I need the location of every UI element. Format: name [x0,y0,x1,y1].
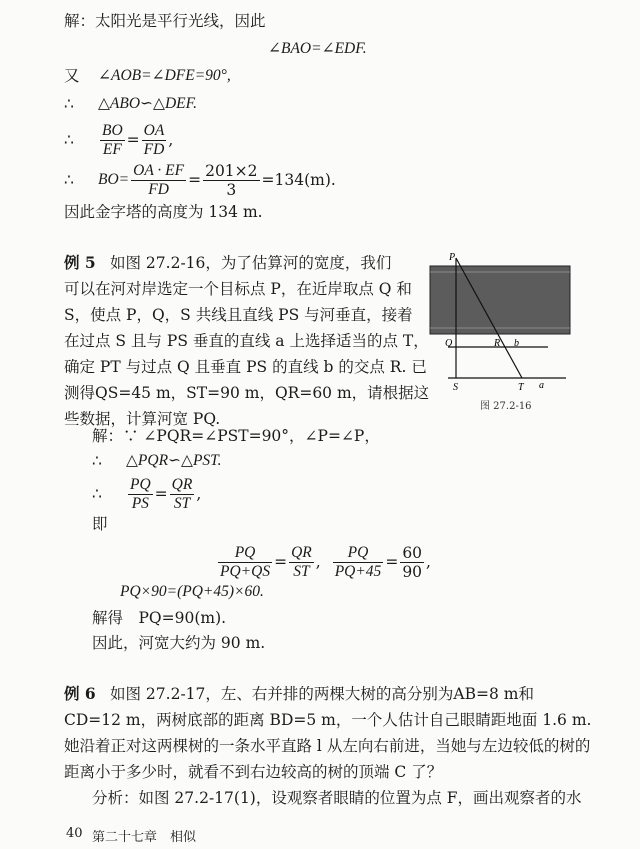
example5-text-5: 确定 PT 与过点 Q 且垂直 PS 的直线 b 的交点 R. 已 [64,358,427,376]
example5-text-4: 在过点 S 且与 PS 垂直的直线 a 上选择适当的点 T， [64,332,429,350]
numerator: OA · EF [133,161,185,179]
river-figure [418,252,578,392]
equals-sign: = [154,485,168,503]
fraction-pq-pq-45 [333,544,384,581]
comma: , [168,131,174,149]
denominator: FD [143,140,165,158]
fraction-numeric [203,162,259,199]
denominator: EF [102,140,122,158]
example5-text-7: 些数据，计算河宽 PQ. [64,410,221,428]
pyramid-conclusion: 因此金字塔的高度为 134 m. [64,203,263,221]
example6-text-3: 她沿着正对这两棵树的一条水平直路 l 从左向右前进，当她与左边较低的树的 [64,737,591,755]
comma: , [426,553,431,571]
denominator: 3 [226,180,237,199]
equation-pair [216,540,431,584]
example6-text-2: CD=12 m，两树底部的距离 BD=5 m，一个人估计自己眼睛距地面 1.6 m. [64,711,592,729]
equals-sign: = [126,131,140,149]
ratio-line [64,118,173,162]
example6-text-1: 如图 27.2-17，左、右并排的两棵大树的高分别为AB=8 m和 [110,685,534,703]
example5-text-6: 测得QS=45 m，ST=90 m，QR=60 m，请根据这 [64,384,430,402]
solve-result: 解得 PQ=90(m). [92,609,227,627]
example5-solution-given: 解：∵ ∠PQR=∠PST=90°，∠P=∠P， [92,427,380,445]
comma: , [315,553,321,571]
fraction-60-90 [400,544,424,581]
numerator: BO [102,121,123,139]
numerator: OA [143,121,165,139]
fraction-qr-st [289,544,314,581]
numerator: 60 [402,543,423,562]
equals-sign: = [188,171,202,189]
therefore-symbol: ∴ [64,131,74,149]
fraction-oa-ef-fd [131,162,186,199]
that-is-label: 即 [92,515,108,533]
denominator: 90 [402,562,423,581]
ratio-pq-ps [92,472,201,516]
label-q: Q [445,338,453,349]
equals-sign: = [274,553,288,571]
example5-label: 例 5 [64,253,96,272]
denominator: ST [293,562,310,580]
numerator: QR [291,543,312,561]
example5-text-1: 如图 27.2-16，为了估算河的宽度，我们 [110,254,392,272]
denominator: FD [148,180,169,198]
therefore-symbol: ∴ [64,171,74,189]
fraction-pq-ps [128,476,153,513]
equals-sign: = [385,553,399,571]
numerator: PQ [333,544,384,563]
example6-analysis: 分析：如图 27.2-17(1)，设观察者眼睛的位置为点 F，画出观察者的水 [92,789,582,807]
figure-caption: 图 27.2-16 [480,401,532,412]
similar-triangles-pqr-pst: △PQR∽△PST. [126,452,222,469]
fraction-bo-ef [100,122,125,159]
example5-text-3: S，使点 P，Q，S 共线且直线 PS 与河垂直，接着 [64,306,413,324]
denominator: PQ+QS [220,562,271,580]
page-number: 40 [66,826,83,841]
label-p: P [449,252,456,263]
therefore-symbol: ∴ [92,452,102,470]
therefore-symbol: ∴ [92,485,102,503]
right-angle-equality: ∠AOB=∠DFE=90°, [98,67,231,84]
label-s: S [453,382,458,392]
denominator: PS [131,494,149,512]
river-width-conclusion: 因此，河宽大约为 90 m. [92,634,266,652]
chapter-title: 第二十七章 相似 [92,830,197,845]
river-area [430,266,570,334]
denominator: ST [173,494,191,512]
label-r: R [494,338,501,349]
bo-calculation [64,158,336,202]
line-you-prefix: 又 [64,67,80,85]
example6-text-4: 距离小于多少时，就看不到右边较高的树的顶端 C 了？ [64,763,443,781]
label-b: b [514,338,519,349]
therefore-symbol: ∴ [64,95,74,113]
example5-text-2: 可以在河对岸选定一个目标点 P，在近岸取点 Q 和 [64,280,412,298]
angle-equality: ∠BAO=∠EDF. [268,40,367,57]
equation-expand: PQ×90=(PQ+45)×60. [120,583,264,600]
example6-label: 例 6 [64,684,96,703]
denominator: PQ+45 [334,562,382,580]
fraction-pq-pq-qs [218,544,272,581]
label-t: T [518,382,524,392]
fraction-qr-st [170,476,195,513]
numerator: PQ [130,475,151,493]
numerator: 201×2 [205,161,258,180]
numerator: QR [171,475,193,493]
bo-lhs: BO= [98,171,130,188]
label-a: a [539,380,544,391]
numerator: PQ [218,544,272,563]
fraction-oa-fd [142,122,167,159]
similar-triangles: △ABO∽△DEF. [98,95,197,112]
bo-result: =134(m). [261,171,336,189]
comma: , [196,485,202,503]
solution-intro: 解：太阳光是平行光线，因此 [64,12,266,30]
